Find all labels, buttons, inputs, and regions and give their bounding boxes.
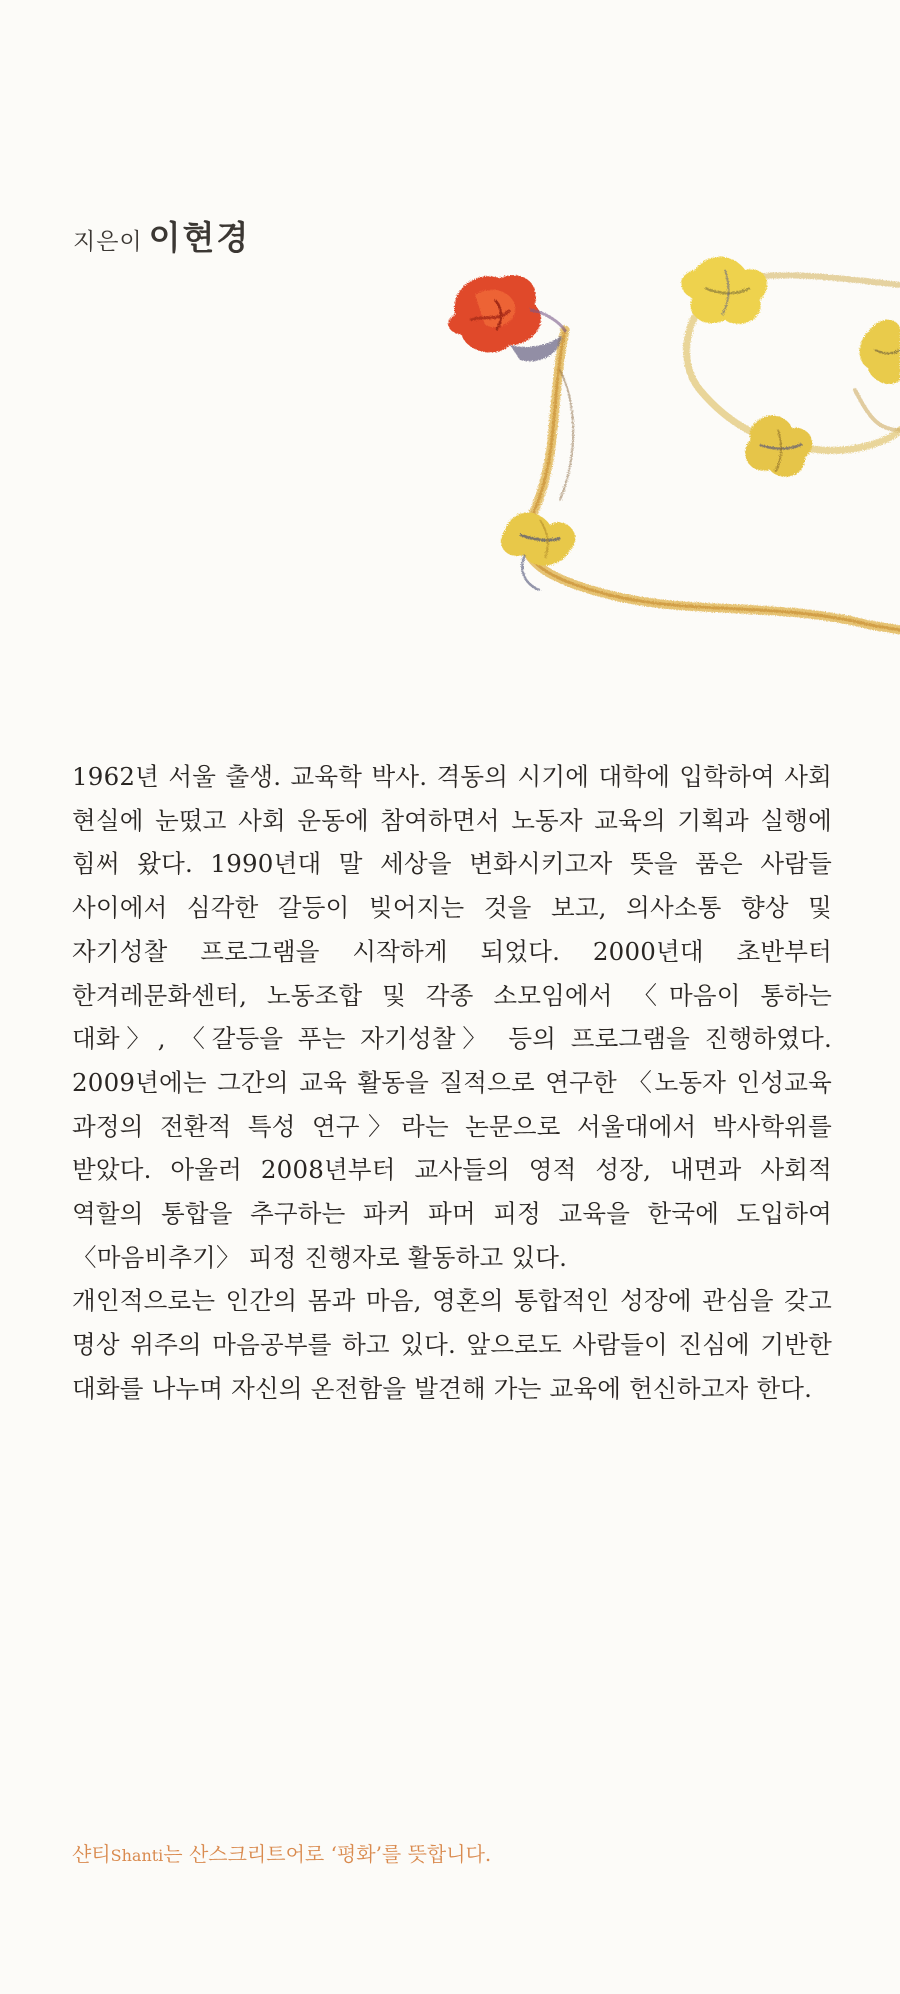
author-credit — [73, 212, 250, 259]
red-flower — [448, 275, 566, 361]
flower-vine-illustration — [400, 250, 900, 690]
author-role: 지은이 — [73, 229, 143, 255]
author-name: 이현경 — [148, 218, 251, 257]
publisher-note-text: 는 산스크리트어로 ‘평화’를 뜻합니다. — [163, 1842, 492, 1866]
yellow-flower-middle — [745, 416, 812, 477]
bio-paragraph: 개인적으로는 인간의 몸과 마음, 영혼의 통합적인 성장에 관심을 갖고 명상 위주의 마음공부를 하고 있다. 앞으로도 사람들이 진심에 기반한 대화를 나누며 자신의 온전함을 발견해 가는 교육에 헌신하고자 한다. — [72, 1286, 832, 1403]
bio-paragraph: 1962년 서울 출생. 교육학 박사. 격동의 시기에 대학에 입학하여 사회 현실에 눈떴고 사회 운동에 참여하면서 노동자 교육의 기획과 실행에 힘써 왔다. 1990년대 말 세상을 변화시키고자 뜻을 품은 사람들 사이에서 심각한 갈등이 빚어지는 것을 보고, 의사소통 향상 및 자기성찰 프로그램을 시작하게 되었다. 2000년대 초반부터 한겨레문화센터, 노동조합 및 각종 소모임에서 〈마음이 통하는 대화〉, 〈갈등을 푸는 자기성찰〉 등의 프로그램을 진행하였다. 2009년에는 그간의 교육 활동을 질적으로 연구한 〈노동자 인성교육 과정의 전환적 특성 연구〉라는 논문으로 서울대에서 박사학위를 받았다. 아울러 2008년부터 교사들의 영적 성장, 내면과 사회적 역할의 통합을 추구하는 파커 파머 피정 교육을 한국에 도입하여 〈마음비추기〉 피정 진행자로 활동하고 있다. — [72, 762, 832, 1272]
publisher-note — [72, 1838, 491, 1867]
author-biography — [72, 755, 832, 1411]
yellow-flower-top — [681, 257, 767, 324]
yellow-flower-right — [860, 320, 900, 384]
vine-stems — [525, 275, 900, 630]
publisher-name-en: Shanti — [110, 1846, 164, 1865]
publisher-name: 샨티 — [72, 1842, 111, 1866]
